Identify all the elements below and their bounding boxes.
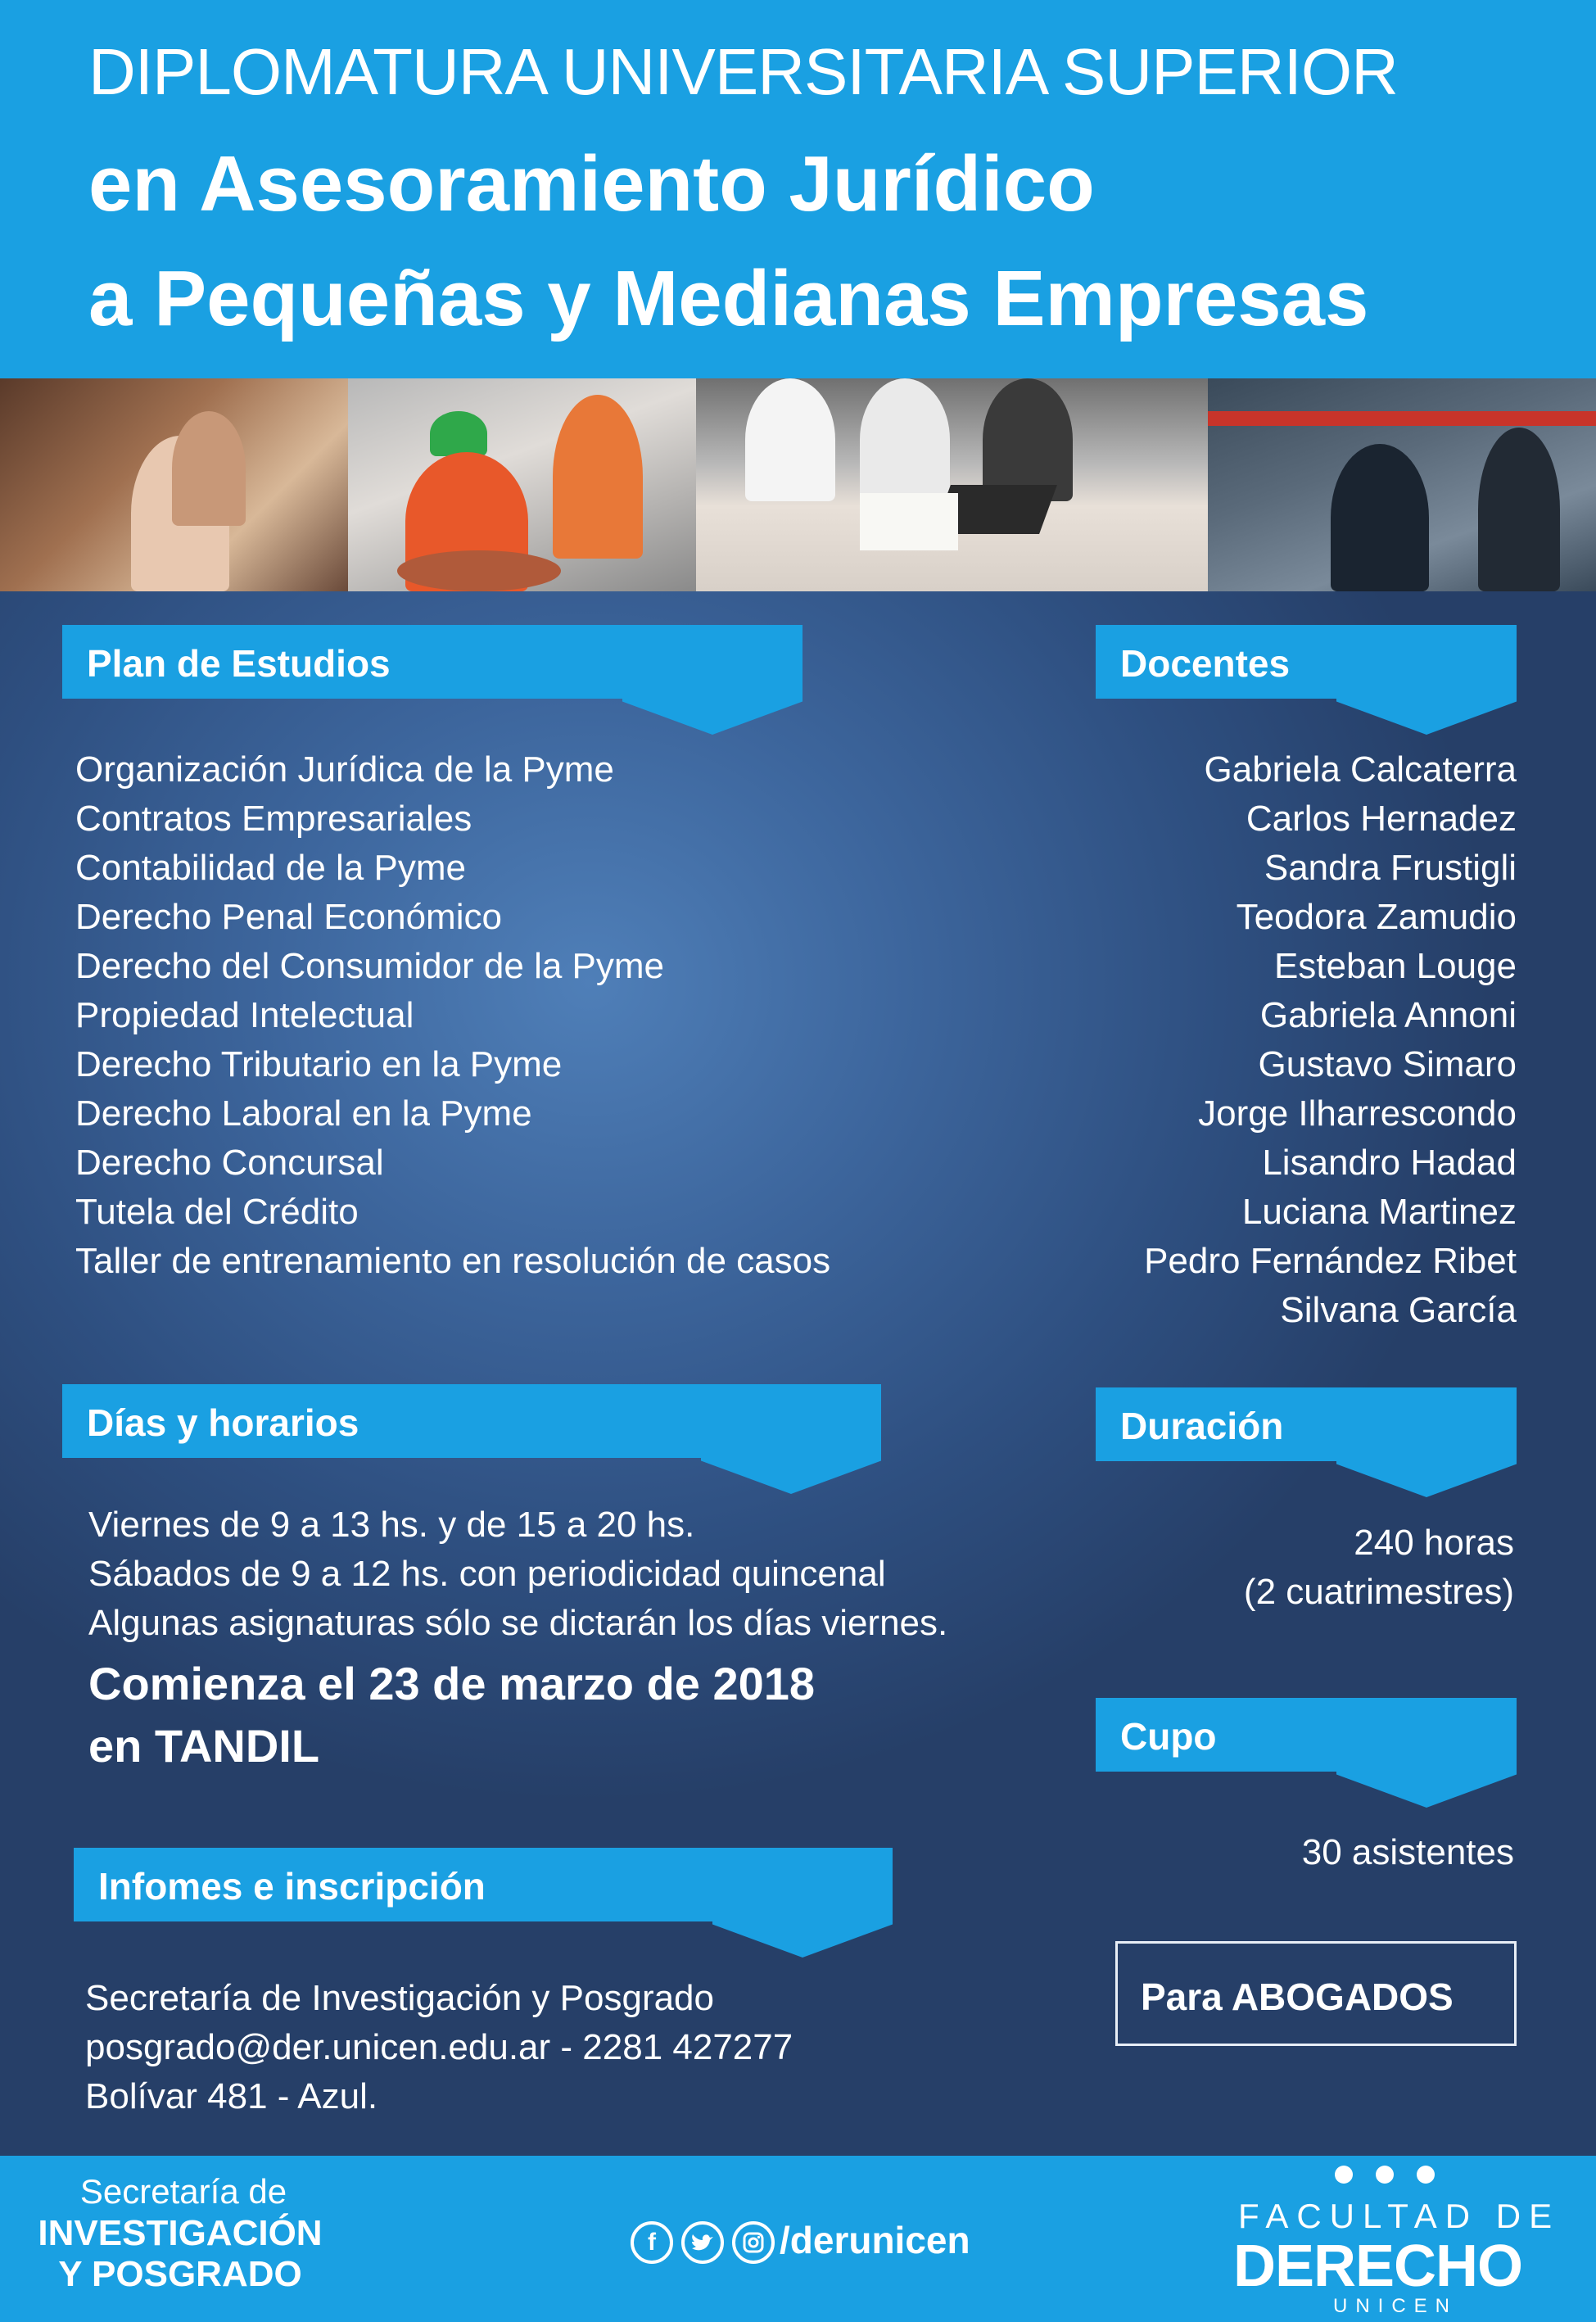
list-item: Tutela del Crédito (75, 1192, 359, 1232)
photo-factory-worker (348, 378, 696, 591)
horarios-title: Días y horarios (87, 1401, 359, 1444)
schedule-line: Viernes de 9 a 13 hs. y de 15 a 20 hs. (88, 1505, 695, 1545)
list-item: Jorge Ilharrescondo (1198, 1093, 1517, 1134)
contact-line: Secretaría de Investigación y Posgrado (85, 1978, 715, 2018)
banner-notch (1336, 697, 1517, 735)
list-item: Derecho del Consumidor de la Pyme (75, 946, 665, 986)
list-item: Pedro Fernández Ribet (1144, 1241, 1517, 1281)
footer-sec-line2: INVESTIGACIÓN (38, 2213, 323, 2253)
list-item: Silvana García (1280, 1290, 1517, 1330)
banner-notch (701, 1456, 881, 1494)
banner-notch (712, 1920, 893, 1958)
banner-notch (1336, 1770, 1517, 1808)
docentes-list (1144, 745, 1517, 1335)
duracion-text (1244, 1519, 1514, 1617)
audience-box (1115, 1941, 1517, 2046)
docentes-banner (1096, 625, 1517, 699)
list-item: Gabriela Annoni (1259, 995, 1517, 1035)
plan-title: Plan de Estudios (87, 642, 391, 685)
footer-bar (0, 2156, 1596, 2322)
logo-line1: FACULTAD DE (1238, 2197, 1561, 2235)
photo-meeting (696, 378, 1208, 591)
instagram-icon[interactable] (732, 2221, 775, 2264)
title-line-3: a Pequeñas y Medianas Empresas (88, 255, 1369, 342)
schedule-line: Sábados de 9 a 12 hs. con periodicidad quincenal (88, 1554, 886, 1594)
list-item: Derecho Penal Económico (75, 897, 502, 937)
title-line-2: en Asesoramiento Jurídico (88, 140, 1095, 228)
twitter-icon[interactable] (681, 2221, 724, 2264)
plan-list (75, 745, 830, 1286)
logo-dots-icon (1335, 2166, 1458, 2188)
horarios-list (88, 1500, 947, 1648)
photo-workshop (1208, 378, 1596, 591)
title-line-1: DIPLOMATURA UNIVERSITARIA SUPERIOR (88, 35, 1398, 108)
informes-title: Infomes e inscripción (98, 1865, 486, 1908)
informes-list (85, 1974, 793, 2121)
social-handle[interactable]: /derunicen (780, 2219, 970, 2261)
list-item: Sandra Frustigli (1264, 848, 1517, 888)
photo-strip (0, 378, 1596, 591)
contact-line[interactable]: posgrado@der.unicen.edu.ar - 2281 427277 (85, 2027, 793, 2067)
cupo-banner (1096, 1698, 1517, 1772)
duracion-banner (1096, 1387, 1517, 1461)
list-item: Gustavo Simaro (1258, 1044, 1517, 1084)
list-item: Luciana Martinez (1241, 1192, 1517, 1232)
list-item: Contratos Empresariales (75, 799, 472, 839)
list-item: Taller de entrenamiento en resolución de casos (75, 1241, 831, 1281)
duracion-hours: 240 horas (1354, 1523, 1514, 1563)
logo-line3: UNICEN (1333, 2295, 1458, 2317)
horarios-banner (62, 1384, 881, 1458)
cupo-title: Cupo (1120, 1715, 1217, 1758)
duracion-period: (2 cuatrimestres) (1243, 1572, 1514, 1612)
facebook-icon[interactable]: f (631, 2221, 673, 2264)
cupo-text (1302, 1828, 1514, 1877)
footer-sec-line1: Secretaría de (79, 2172, 287, 2211)
schedule-line: Algunas asignaturas sólo se dictarán los días viernes. (88, 1603, 948, 1643)
start-info (88, 1653, 815, 1777)
list-item: Contabilidad de la Pyme (75, 848, 466, 888)
list-item: Teodora Zamudio (1236, 897, 1517, 937)
list-item: Lisandro Hadad (1262, 1143, 1517, 1183)
banner-notch (622, 697, 803, 735)
duracion-title: Duración (1120, 1405, 1284, 1447)
list-item: Derecho Concursal (75, 1143, 384, 1183)
header-banner (0, 0, 1596, 378)
list-item: Derecho Laboral en la Pyme (75, 1093, 532, 1134)
list-item: Propiedad Intelectual (75, 995, 414, 1035)
audience-label: Para ABOGADOS (1141, 1976, 1454, 2018)
list-item: Organización Jurídica de la Pyme (75, 749, 614, 790)
start-date: Comienza el 23 de marzo de 2018 (88, 1658, 816, 1709)
list-item: Derecho Tributario en la Pyme (75, 1044, 563, 1084)
docentes-title: Docentes (1120, 642, 1291, 685)
list-item: Gabriela Calcaterra (1204, 749, 1517, 790)
photo-shop-workers (0, 378, 348, 591)
start-location: en TANDIL (88, 1720, 320, 1772)
informes-banner (74, 1848, 893, 1921)
list-item: Esteban Louge (1273, 946, 1517, 986)
list-item: Carlos Hernadez (1246, 799, 1517, 839)
logo-line2: DERECHO (1233, 2234, 1523, 2299)
contact-line: Bolívar 481 - Azul. (85, 2076, 378, 2116)
footer-sec-line3: Y POSGRADO (58, 2254, 302, 2294)
banner-notch (1336, 1460, 1517, 1497)
cupo-value: 30 asistentes (1301, 1832, 1514, 1872)
plan-banner (62, 625, 803, 699)
